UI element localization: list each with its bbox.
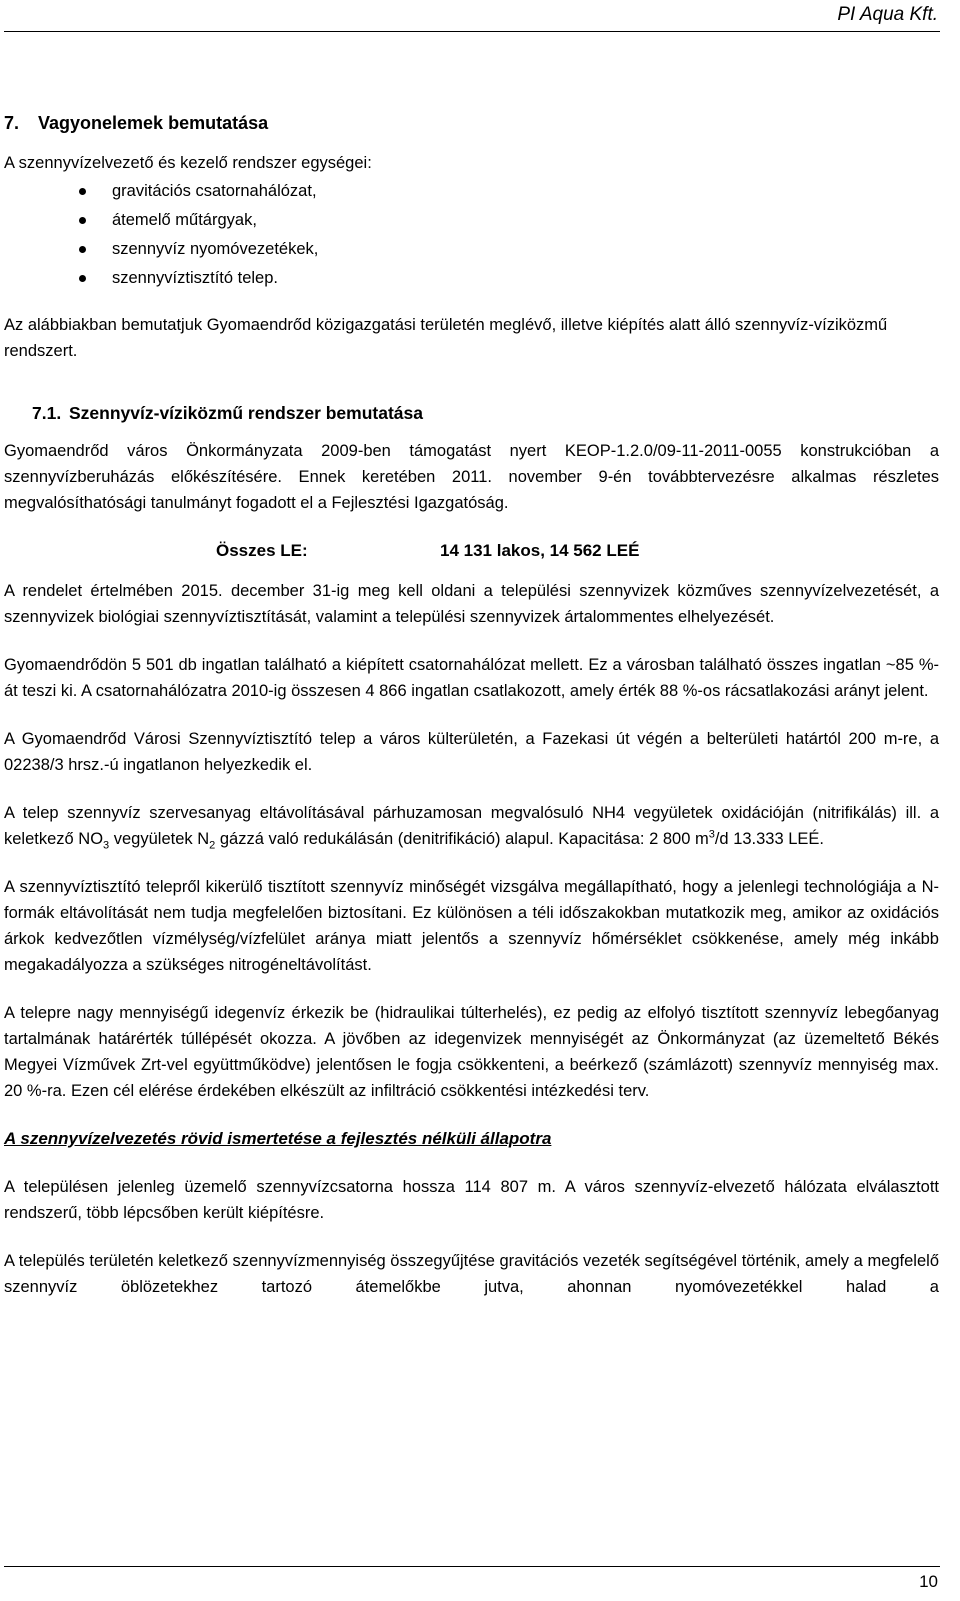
page-number: 10 xyxy=(919,1572,938,1591)
section-7-1-heading xyxy=(32,400,939,426)
network-length-paragraph: A településen jelenleg üzemelő szennyvízcsatorna hossza 114 807 m. A város szennyvíz-elvezető hálózata elválasztott rendszerű, több lépcsőben került kiépítésre. xyxy=(4,1178,939,1222)
plant-location-paragraph: A Gyomaendrőd Városi Szennyvíztisztító telep a város külterületén, a Fazekasi út végén a belterületi határtól 200 m-re, a 02238/3 hrsz.-ú ingatlanon helyezkedik el. xyxy=(4,730,939,774)
section-7-heading xyxy=(4,110,939,136)
list-item: szennyvíz nyomóvezetékek, xyxy=(112,235,939,264)
list-item: átemelő műtárgyak, xyxy=(112,206,939,235)
section-7-paragraph: Az alábbiakban bemutatjuk Gyomaendrőd közigazgatási területén meglévő, illetve kiépítés alatt álló szennyvíz-víziközmű rendszert. xyxy=(4,316,888,360)
keop-paragraph: Gyomaendrőd város Önkormányzata 2009-ben támogatást nyert KEOP-1.2.0/09-11-2011-0055 konstrukcióban a szennyvízberuházás előkészítésére. Ennek keretében 2011. november 9-én továbbtervezésre alkalmas részletes megvalósíthatósági tanulmányt fogadott el a Fejlesztési Igazgatóság. xyxy=(4,442,939,512)
tech-text-4: /d 13.333 LEÉ. xyxy=(714,830,825,848)
total-pe-value: 14 131 lakos, 14 562 LEÉ xyxy=(440,541,640,560)
page-header xyxy=(0,0,960,34)
header-divider xyxy=(4,31,940,32)
nitrogen-paragraph: A szennyvíztisztító telepről kikerülő tisztított szennyvíz minőségét vizsgálva megállapítható, hogy a jelenlegi technológiája a N-formák eltávolítását nem tudja megfelelően biztosítani. Ez különösen a téli időszakokban mutatkozik meg, amikor az oxidációs árkok kedvezőtlen vízmélység/vízfelület aránya miatt jelentős a szennyvíz hőmérséklet csökkenése, amely még inkább megakadályozza a szükséges nitrogéneltávolítást. xyxy=(4,878,939,974)
collection-paragraph: A település területén keletkező szennyvízmennyiség összegyűjtése gravitációs vezeték segítségével történik, amely a megfelelő szennyvíz öblözetekhez tartozó átemelőkbe jutva, ahonnan nyomóvezetékkel halad a xyxy=(4,1252,939,1296)
list-item: szennyvíztisztító telep. xyxy=(112,264,939,293)
infiltration-paragraph: A telepre nagy mennyiségű idegenvíz érkezik be (hidraulikai túlterhelés), ez pedig az elfolyó tisztított szennyvíz lebegőanyag tartalmának határérték túllépését okozza. A jövőben az idegenvizek mennyiségét az Önkormányzat (az üzemeltető Békés Megyei Vízművek Zrt-vel együttműködve) jelentősen le fogja csökkenteni, a beérkező (számlázott) szennyvíz mennyiség max. 20 %-ra. Ezen cél elérése érdekében elkészült az infiltráció csökkentési intézkedési terv. xyxy=(4,1004,939,1100)
document-body xyxy=(4,110,939,1300)
units-intro: A szennyvízelvezető és kezelő rendszer egységei: xyxy=(4,154,372,172)
subscript-3: 3 xyxy=(103,839,110,852)
total-pe-row xyxy=(4,532,939,572)
superscript-3: 3 xyxy=(708,828,715,841)
plant-technology-paragraph xyxy=(4,800,939,852)
section-7-1-number: 7.1. xyxy=(32,403,62,423)
total-pe-label: Összes LE: xyxy=(216,541,308,560)
tech-text-2: vegyületek N xyxy=(109,830,210,848)
connection-paragraph: Gyomaendrődön 5 501 db ingatlan található a kiépített csatornahálózat mellett. Ez a városban található összes ingatlan ~85 %-át teszi ki. A csatornahálózatra 2010-ig összesen 4 866 ingatlan csatlakozott, amely érték 88 %-os rácsatlakozási arányt jelent. xyxy=(4,656,939,700)
list-item: gravitációs csatornahálózat, xyxy=(112,177,939,206)
company-name: PI Aqua Kft. xyxy=(837,4,938,25)
section-7-number: 7. xyxy=(4,113,20,133)
regulation-paragraph: A rendelet értelmében 2015. december 31-ig meg kell oldani a települési szennyvizek közműves szennyvízelvezetését, a szennyvizek biológiai szennyvíztisztítását, valamint a települési szennyvizek ártalommentes elhelyezését. xyxy=(4,582,939,626)
tech-text-1: A telep szennyvíz szervesanyag eltávolításával párhuzamosan megvalósuló NH4 vegyületek oxidációján (nitrifikálás) ill. a keletkező NO xyxy=(4,804,939,848)
units-list xyxy=(4,177,939,293)
subsection-title: A szennyvízelvezetés rövid ismertetése a fejlesztés nélküli állapotra xyxy=(4,1129,552,1148)
subscript-2: 2 xyxy=(209,839,216,852)
section-7-1-title: Szennyvíz-víziközmű rendszer bemutatása xyxy=(69,403,423,423)
tech-text-3: gázzá való redukálásán (denitrifikáció) alapul. Kapacitása: 2 800 m xyxy=(215,830,709,848)
section-7-title: Vagyonelemek bemutatása xyxy=(38,113,269,133)
footer-divider xyxy=(4,1566,940,1567)
